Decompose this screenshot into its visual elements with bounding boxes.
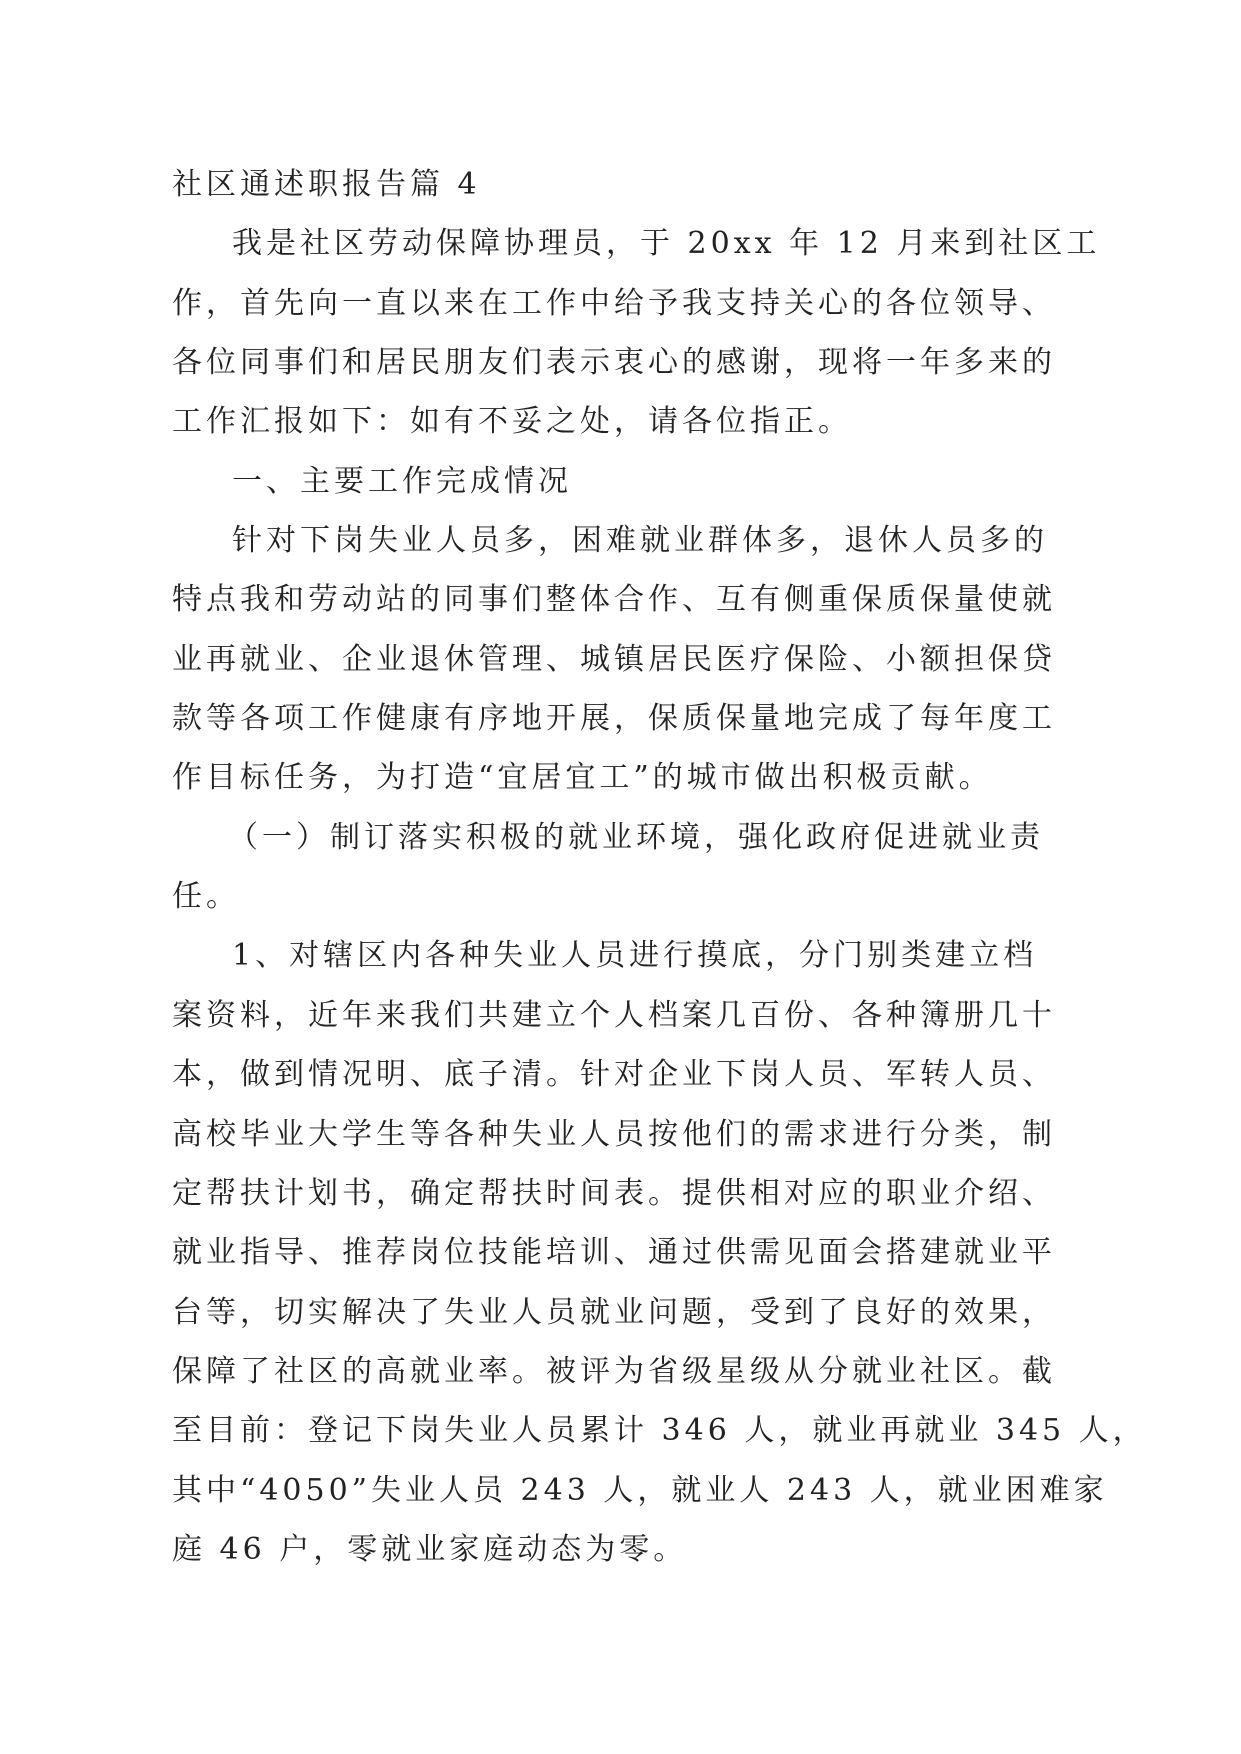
text-line: 作目标任务，为打造“宜居宜工”的城市做出积极贡献。 [172, 760, 993, 796]
text-line: 高校毕业大学生等各种失业人员按他们的需求进行分类，制 [172, 1116, 1056, 1152]
text-line: 就业指导、推荐岗位技能培训、通过供需见面会搭建就业平 [172, 1235, 1056, 1271]
text-line: 各位同事们和居民朋友们表示衷心的感谢，现将一年多来的 [172, 345, 1056, 381]
text-line: 庭 46 户，零就业家庭动态为零。 [172, 1531, 688, 1567]
text-line: 针对下岗失业人员多，困难就业群体多，退休人员多的 [232, 523, 1048, 559]
text-line: 至目前：登记下岗失业人员累计 346 人，就业再就业 345 人， [172, 1413, 1147, 1449]
text-line: 案资料，近年来我们共建立个人档案几百份、各种簿册几十 [172, 997, 1056, 1033]
heading-line: 任。 [172, 879, 240, 915]
text-line: 业再就业、企业退休管理、城镇居民医疗保险、小额担保贷 [172, 641, 1056, 677]
text-line: 定帮扶计划书，确定帮扶时间表。提供相对应的职业介绍、 [172, 1175, 1056, 1211]
paragraph-item-1 [172, 926, 1147, 1579]
text-line: 作，首先向一直以来在工作中给予我支持关心的各位领导、 [172, 285, 1056, 321]
text-line: 其中“4050”失业人员 243 人，就业人 243 人，就业困难家 [172, 1472, 1108, 1508]
text-line: 本，做到情况明、底子清。针对企业下岗人员、军转人员、 [172, 1057, 1056, 1093]
subsection-heading [172, 808, 1072, 927]
heading-line: （一）制订落实积极的就业环境，强化政府促进就业责 [228, 819, 1044, 855]
text-line: 台等，切实解决了失业人员就业问题，受到了良好的效果， [172, 1294, 1056, 1330]
text-line: 工作汇报如下：如有不妥之处，请各位指正。 [172, 404, 852, 440]
text-line: 款等各项工作健康有序地开展，保质保量地完成了每年度工 [172, 701, 1056, 737]
paragraph-overview [172, 511, 1072, 808]
document-title: 社区通述职报告篇 4 [172, 167, 481, 202]
paragraph-intro [172, 214, 1101, 451]
text-line: 我是社区劳动保障协理员，于 20xx 年 12 月来到社区工 [232, 226, 1101, 262]
heading-line: 一、主要工作完成情况 [232, 463, 572, 499]
document-body [172, 155, 1147, 1579]
text-line: 1、对辖区内各种失业人员进行摸底，分门别类建立档 [232, 938, 1038, 974]
text-line: 保障了社区的高就业率。被评为省级星级从分就业社区。截 [172, 1353, 1056, 1389]
text-line: 特点我和劳动站的同事们整体合作、互有侧重保质保量使就 [172, 582, 1056, 618]
section-heading [172, 452, 1072, 511]
